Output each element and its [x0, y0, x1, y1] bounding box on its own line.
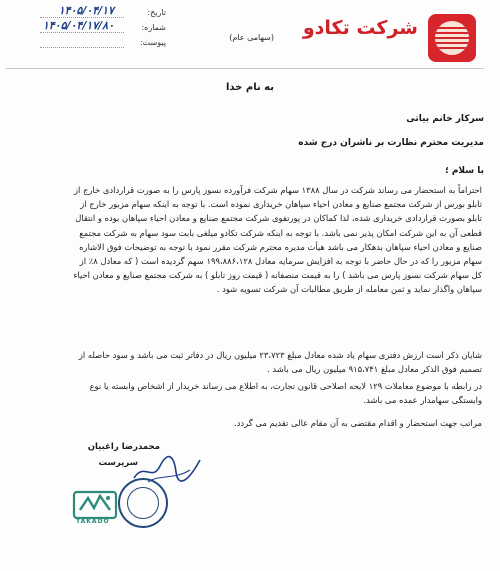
- paragraph-line: شایان ذکر است ارزش دفتری سهام یاد شده معادل مبلغ ۲۳،۷۲۳ میلیون ریال در دفاتر ثبت می باشد و سود حاصله از: [78, 350, 482, 360]
- number-value: ۱۴۰۵/۰۴/۱۷/۸۰: [42, 19, 114, 32]
- paragraph-line: سهام مزبور را که در حال حاضر با توجه به افزایش سرمایه معادل ۱۹۹،۸۸۶،۱۲۸ سهم گردیده است ( که معادل ۸٪ از: [79, 255, 482, 266]
- number-label: شماره:: [141, 23, 166, 32]
- closing-line: مراتب جهت استحضار و اقدام مقتضی به آن مقام عالی تقدیم می گردد.: [233, 418, 482, 428]
- signatory-name: محمدرضا راغبیان: [87, 442, 160, 452]
- paragraph-line: کل سهام شرکت نسوز پارس می باشد ) را به قیمت منصفانه ( قیمت روز تابلو ) به شرکت مجتمع صنایع و معادن احیاء: [73, 270, 482, 281]
- paragraph-line: تصمیم فوق الذکر معادل مبلغ ۹۱۵،۷۴۱ میلیون ریال می باشد .: [267, 364, 482, 375]
- company-name: شرکت تکادو: [302, 17, 418, 39]
- greeting: با سلام ؛: [445, 166, 484, 176]
- signatory-title: سرپرست: [98, 458, 138, 468]
- paragraph-main: [18, 183, 482, 297]
- recipient-name: سرکار خانم بیاتی: [406, 114, 484, 124]
- paragraph-line: صنایع و معادن احیاء سپاهان بدهکار می باشد هیأت مدیره محترم شرکت مقرر نمود با توجه به توضیحات فوق الاشاره: [79, 241, 482, 252]
- paragraph-closing: [18, 416, 482, 430]
- attachment-label: پیوست:: [139, 38, 166, 47]
- recipient-title: مدیریت محترم نظارت بر ناشران درج شده: [298, 138, 484, 148]
- attachment-row: [6, 35, 166, 50]
- company-logo: [428, 14, 476, 62]
- paragraph-line: وابستگی سهامدار عمده می باشد.: [363, 395, 482, 406]
- letter-meta: [6, 5, 166, 50]
- logo-emblem-icon: [435, 21, 469, 55]
- date-label: تاریخ:: [147, 8, 166, 17]
- paragraph-line: سپاهان واگذار نماید و ثمن معامله از طریق مطالبات آن شرکت تسویه شود .: [216, 284, 482, 295]
- round-seal-stamp: [118, 478, 168, 528]
- paragraph-line: احتراماً به استحضار می رساند شرکت در سال ۱۳۸۸ سهام شرکت فرآورده نسوز پارس را به صورت قراردادی خارج از: [73, 185, 482, 195]
- paragraph-line: تابلو بورس از شرکت مجتمع صنایع و معادن احیاء سپاهان خریداری نموده است. با توجه به اینکه سهام مزبور خارج از: [80, 199, 482, 210]
- paragraph-article-129: [18, 379, 482, 407]
- stamp-latin-text: TAKADO: [76, 518, 110, 525]
- paragraph-line: تابلو بصورت قراردادی خریداری شده، لذا کماکان در پورتفوی شرکت مجتمع صنایع و معادن احیاء سپاهان بوده و انتقال: [75, 213, 482, 224]
- company-type: (سهامی عام): [229, 33, 274, 42]
- paragraph-line: قطعی آن به این شرکت امکان پذیر نمی باشد. با توجه به اینکه شرکت تکادو میلغی بابت سود سهام به شرکت مجتمع: [79, 227, 482, 238]
- number-row: [6, 20, 166, 35]
- paragraph-book-value: [18, 348, 482, 376]
- bismillah-heading: به نام خدا: [225, 82, 275, 93]
- paragraph-line: در رابطه با موضوع معاملات ۱۲۹ لایحه اصلاحی قانون تجارت، به اطلاع می رساند خریدار از اشخاص وابسته یا نوع: [89, 381, 482, 391]
- header-divider: [6, 68, 484, 69]
- date-value: ۱۴۰۵/۰۴/۱۷: [58, 4, 114, 17]
